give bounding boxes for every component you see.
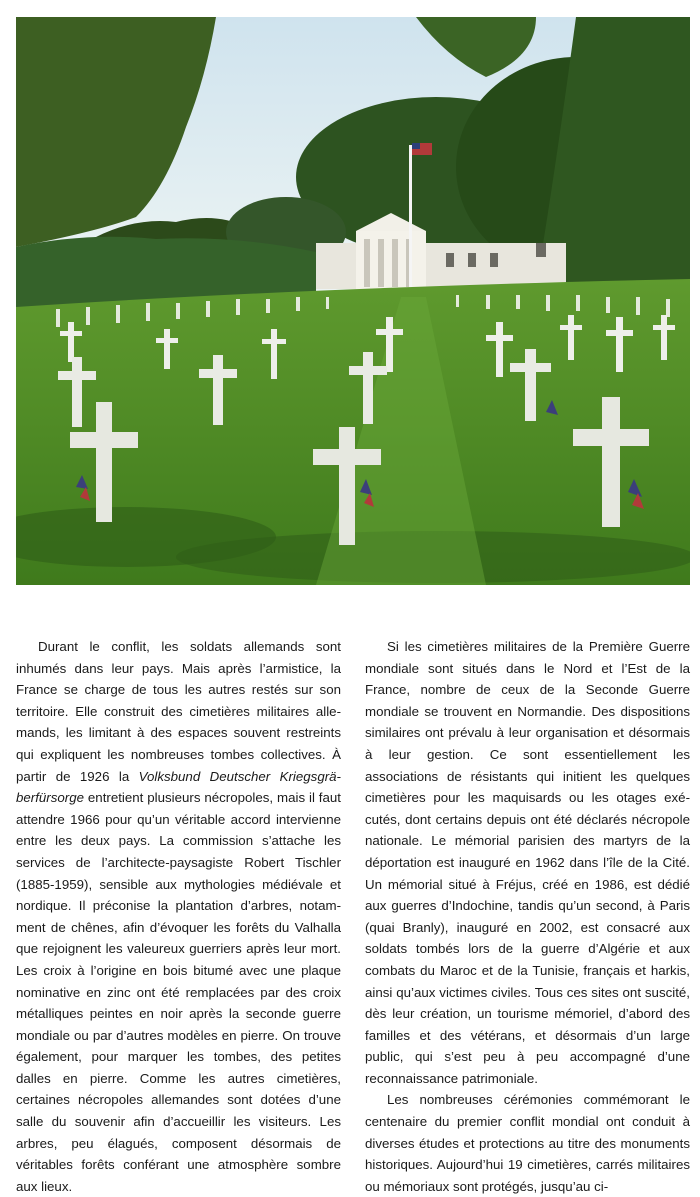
right-paragraph-1: Si les cimetières militaires de la Première Guerre mondiale sont situés dans le Nord et l’Est de la France, nombre de ceux de la Seconde Guerre mondiale se trouvent en Normandie. Des dispositions similaires ont prévalu à leur organisation et désormais à leur gestion. Ce sont essentiellement les associations de résistants qui initient les quelques cimetières pour les maquisards ou les otages exécutés, dont certains depuis ont été déclarés nécropole nationale. Le mémorial parisien des martyrs de la déportation est inauguré en 1962 dans l’île de la Cité. Un mémorial situé à Fréjus, créé en 1986, est dédié aux guerres d’Indochine, tandis qu’un second, à Paris (quai Branly), inauguré en 2002, est consacré aux soldats tombés lors de la guerre d’Algérie et aux combats du Maroc et de la Tunisie, français et harkis, ainsi qu’aux victimes civiles. Tous ces sites ont suscité, dès leur création, un tourisme mémoriel, d’abord des familles et des vétérans, et désormais d’un large public, qui s’est peu à peu accompagné d’une reconnaissance patrimoniale. bbox=[365, 639, 690, 1086]
right-column bbox=[365, 636, 690, 1194]
text-columns bbox=[16, 636, 690, 1194]
right-paragraph-2: Les nombreuses cérémonies commémorant le centenaire du premier conflit mondial ont conduit à diverses études et protections au titre des monuments historiques. Aujourd’hui 19 cimetières, carrés militaires ou mémoriaux sont protégés, jusqu’au ci- bbox=[365, 1092, 690, 1194]
military-cemetery-photo bbox=[16, 17, 690, 585]
left-paragraph-text: Durant le conflit, les soldats allemands sont inhumés dans leur pays. Mais après l’armistice, la France se charge de tous les autres restés sur son territoire. Elle construit des cimetières militaires allemands, les limitant à des espaces souvent restreints qui expliquent les nombreuses tombes collectives. À partir de 1926 la bbox=[16, 639, 341, 784]
left-column bbox=[16, 636, 341, 1194]
left-paragraph-1 bbox=[16, 636, 341, 1197]
left-paragraph-text-cont: entretient plusieurs nécropoles, mais il faut attendre 1966 pour qu’un véritable accord intervienne entre les deux pays. La commission s’attache les services de l’architecte-paysagiste Robert Tischler (1885-1959), sensible aux mythologies médiévale et nordique. Il préconise la plantation d’arbres, notamment de chênes, afin d’évoquer les forêts du Valhalla que rejoignent les valeureux guerriers après leur mort. Les croix à l’origine en bois bitumé avec une plaque nominative en zinc ont été remplacées par des croix métalliques peintes en noir après la seconde guerre mondiale ou par d’autres modèles en pierre. On trouve également, pour marquer les tombes, des petites dalles en pierre. Comme les autres cimetières, certaines nécropoles allemandes sont dotées d’une salle du souvenir afin d’accueillir les visiteurs. Les arbres, peu élagués, composent désormais de véritables forêts conférant une atmosphère sombre aux lieux. bbox=[16, 790, 341, 1194]
volksbund-name: Volksbund Deutscher Kriegsgräberfürsorge bbox=[16, 768, 341, 806]
